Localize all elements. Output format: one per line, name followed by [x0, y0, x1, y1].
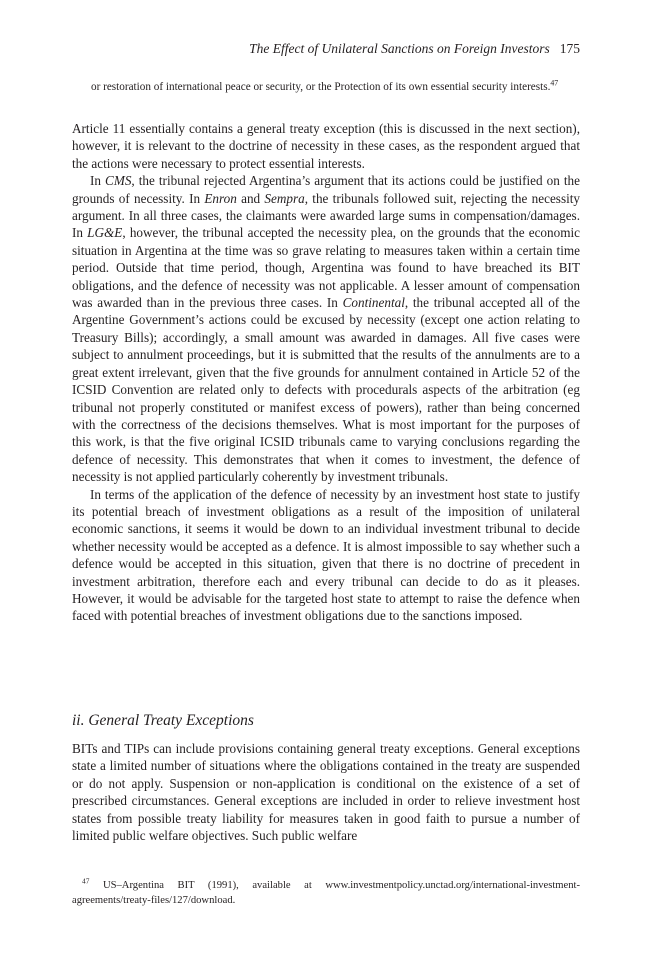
section-body — [72, 740, 580, 844]
case-name-lge: LG&E — [87, 225, 123, 241]
block-quote — [91, 79, 580, 95]
text-run: and — [236, 190, 265, 206]
case-name-sempra: Sempra — [264, 190, 305, 206]
footnote-number: 47 — [82, 876, 90, 886]
section-heading: ii. General Treaty Exceptions — [72, 712, 254, 729]
text-run: In — [90, 173, 106, 189]
footnote-47 — [72, 878, 580, 908]
case-name-continental: Continental — [342, 295, 405, 311]
running-head — [72, 41, 580, 57]
paragraph-3: In terms of the application of the defence of necessity by an investment host state to justify its potential breach of investment obligations as a result of the imposition of unilateral economic sanctions, it seems it would be down to an individual investment tribunal to decide whether necessity would be accepted as a defence. It is almost impossible to say whether such a defence would be accepted in this situation, given that there is no doctrine of precedent in investment arbitration, therefore each and every tribunal can decide to do as it pleases. However, it would be advisable for the targeted host state to attempt to raise the defence when faced with potential breaches of investment obligations due to the sanctions imposed. — [72, 486, 580, 624]
page-number: 175 — [559, 41, 580, 56]
footnote-text: US–Argentina BIT (1991), available at www.investmentpolicy.unctad.org/international-investment-agreements/treaty-files/127/download. — [72, 880, 580, 906]
quote-text: or restoration of international peace or security, or the Protection of its own essential security interests. — [91, 81, 551, 93]
paragraph-2 — [72, 172, 580, 485]
text-run: , the tribunal accepted all of the Argentine Government’s actions could be excused by necessity (except one action relating to Treasury Bills); accordingly, a small amount was awarded in damages. All five cases were subject to annulment proceedings, but it is submitted that the results of the annulments are to a great extent irrelevant, given that the five grounds for annulment contained in Article 52 of the ICSID Convention are related only to defects with procedurals aspects of the arbitration (eg tribunal not properly constituted or manifest excess of powers), rather than being concerned with the correctness of the decisions themselves. What is most important for the purposes of this work, is that the five original ICSID tribunals came to varying conclusions regarding the defence of necessity. This demonstrates that when it comes to investment, the defence of necessity is not applied particularly coherently by investment tribunals. — [72, 295, 581, 485]
section-paragraph-1: BITs and TIPs can include provisions containing general treaty exceptions. General exceptions state a limited number of situations where the obligations contained in the treaty are suspended or do not apply. Suspension or non-application is conditional on the existence of a set of prescribed circumstances. General exceptions are included in order to relieve investment host states from possible treaty liability for measures taken in good faith to pursue a number of limited public welfare objectives. Such public welfare — [72, 741, 580, 844]
body-text — [72, 120, 580, 625]
text-run: , the tribunal rejected Argentina’s argument that its actions could be justified on the grounds of necessity. In — [72, 173, 580, 206]
running-title: The Effect of Unilateral Sanctions on Foreign Investors — [249, 41, 550, 56]
case-name-cms: CMS — [105, 173, 132, 189]
footnote-ref-47: 47 — [550, 78, 559, 88]
case-name-enron: Enron — [204, 190, 237, 206]
text-run: , the tribunals followed suit, rejecting the necessity argument. In all three cases, the claimants were awarded large sums in compensation/damages. In — [72, 190, 580, 241]
text-run: , however, the tribunal accepted the necessity plea, on the grounds that the economic situation in Argentina at the time was so grave relating to measures taken within a certain time period. Outside that time period, though, Argentina was found to have breached its BIT obligations, and the defence of necessity was not applicable. A lesser amount of compensation was awarded than in the previous three cases. In — [72, 225, 580, 311]
paragraph-1: Article 11 essentially contains a general treaty exception (this is discussed in the next section), however, it is relevant to the doctrine of necessity in these cases, as the respondent argued that the actions were necessary to protect essential interests. — [72, 121, 580, 171]
footnote-line — [72, 878, 580, 908]
